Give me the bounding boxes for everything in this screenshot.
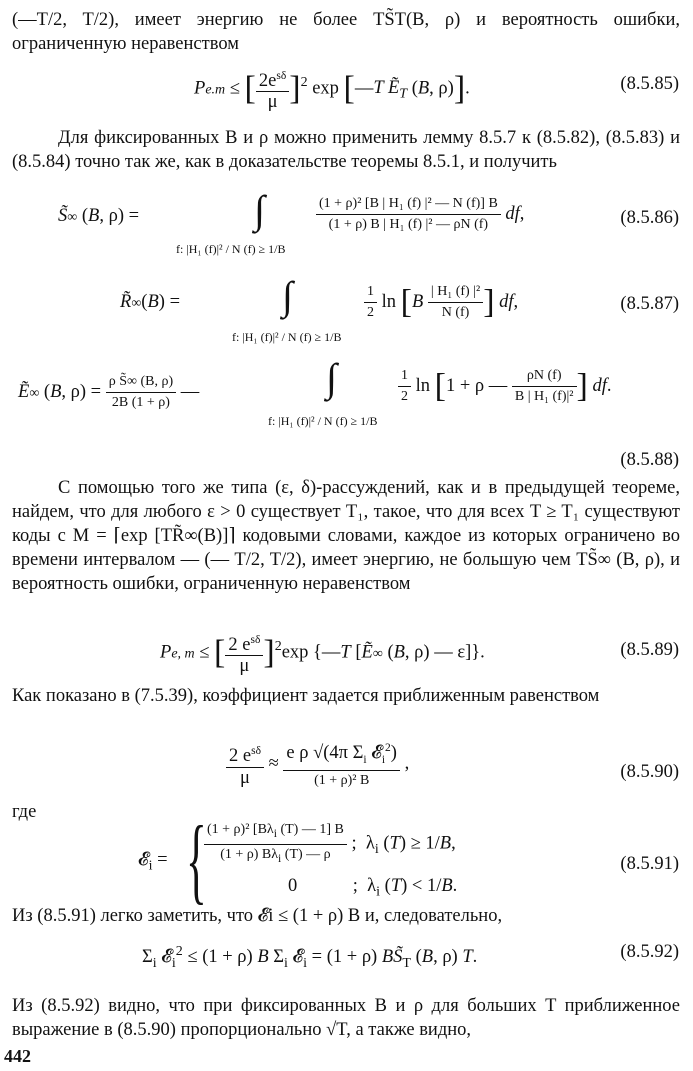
integral-8-5-87: ∫ [282,273,293,318]
equation-8-5-89: Pe, m ≤ [ 2 $e^{s\delta}$ μ ]$^2$exp {—T [Ẽ∞ (B, ρ) — ε]}. [160,630,485,676]
eq-number-8-5-88: (8.5.88) [620,450,679,470]
equation-8-5-88: Ẽ∞ (B, ρ) = $\frac{\text{ρ S̃∞ (B, ρ)}}{2B (1 + \rho)}$ — [18,374,200,410]
eq-number-8-5-91: (8.5.91) [620,854,679,874]
paragraph-6: Из (8.5.91) легко заметить, что 𝓔i ≤ (1 + ρ) B и, следовательно, [12,906,503,926]
integral-domain-87: f: |H₁ (f)|² / N (f) ≥ 1/B [232,330,342,344]
eq-number-8-5-86: (8.5.86) [620,208,679,228]
equation-8-5-87: R̃∞(B) = [120,292,181,312]
eq-number-8-5-87: (8.5.87) [620,294,679,314]
brace-8-5-91: { [186,806,207,913]
integral-domain-88: f: |H₁ (f)|² / N (f) ≥ 1/B [268,414,378,428]
integral-8-5-88: ∫ [326,355,337,400]
eq-number-8-5-85: (8.5.85) [620,74,679,94]
paragraph-5: где [12,802,37,822]
case-2-8-5-91: 0 ; $\lambda_i$ (T) < 1/B. [288,876,458,900]
equation-8-5-92: $\Sigma_i$ 𝓔$_i^2$ ≤ (1 + ρ) B $\Sigma_i$ 𝓔$_i$ = (1 + ρ) $BS̃_T$ (B, ρ) T. [142,944,478,971]
paragraph-4: Как показано в (7.5.39), коэффициент задается приближенным равенством [12,686,600,706]
fraction-8-5-88: $\frac{1}{2}$ ln [1 + ρ — $\frac{\rho N (f)}{\text{B | H₁ (f)|²}}$ ] df. [398,366,611,407]
integral-domain-86: f: |H₁ (f)|² / N (f) ≥ 1/B [176,242,286,256]
page-number: 442 [4,1046,31,1066]
eq-number-8-5-90: (8.5.90) [620,762,679,782]
case-1-8-5-91: (1 + ρ)² [$B\lambda_i$ (T) — 1] B (1 + ρ) $B\lambda_i$ (T) — ρ ; $\lambda_i$ (T) ≥ 1/B, [204,820,456,869]
fraction-8-5-86: $\frac{\text{(1 + ρ)² [B | H₁ (f) |² — N (f)] B}}{\text{(1 + ρ) B | H₁ (f) |² — ρN (f)}}$ df, [316,194,524,235]
paragraph-3: С помощью того же типа (ε, δ)-рассуждений, как и в предыдущей теореме, найдем, что для любого ε > 0 существует T₁, такое, что для всех T ≥ T₁ существуют коды с M = ⌈exp [TR̃∞(B)]⌉ кодовыми словами, каждое из которых ограничено во времени интервалом — (— T/2, T/2), имеет энергию, не большую чем TS̃∞ (B, ρ), и вероятность ошибки, ограниченную неравенством [12,478,680,594]
paragraph-1: (—T/2, T/2), имеет энергию не более TS̃T(B, ρ) и вероятность ошибки, ограниченную неравенством [12,10,680,54]
equation-8-5-91: 𝓔$_i$ = [138,850,168,874]
fraction-8-5-87: $\frac{1}{2}$ ln [B $\frac{\text{| H₁ (f) |²}}{N (f)}$ ] df, [364,282,518,323]
paragraph-7: Из (8.5.92) видно, что при фиксированных B и ρ для больших T приближенное выражение в (8.5.90) пропорционально √T, а также видно, [12,996,680,1040]
equation-8-5-85: Pe.m ≤ [ $2e^{s\delta}$ μ ]$^2$ exp [—T Ẽ$_T$ (B, ρ)]. [194,66,470,112]
eq-number-8-5-89: (8.5.89) [620,640,679,660]
integral-8-5-86: ∫ [254,187,265,232]
paragraph-2: Для фиксированных B и ρ можно применить лемму 8.5.7 к (8.5.82), (8.5.83) и (8.5.84) точно так же, как в доказательстве теоремы 8.5.1, и получить [12,128,680,172]
equation-8-5-86: S̃∞ (B, ρ) = [58,206,140,226]
eq-number-8-5-92: (8.5.92) [620,942,679,962]
equation-8-5-90: 2 $e^{s\delta}$ μ ≈ e ρ √(4π $\Sigma_i$ 𝓔$_i^2$) (1 + ρ)² B , [226,738,409,791]
